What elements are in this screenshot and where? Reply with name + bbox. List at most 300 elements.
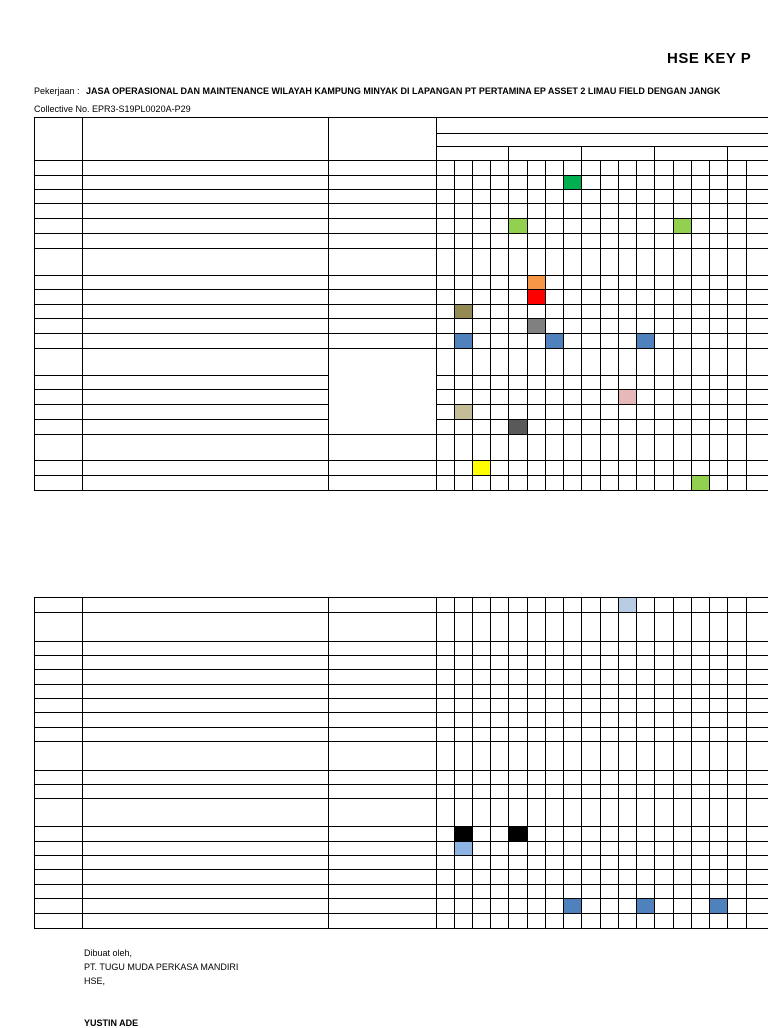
pekerjaan-value: JASA OPERASIONAL DAN MAINTENANCE WILAYAH KAMPUNG MINYAK DI LAPANGAN PT PERTAMINA EP ASSET 2 LIMAU FIELD DENGAN JANGK — [86, 86, 721, 96]
zero-count-cell — [673, 641, 691, 655]
row-schedule — [328, 712, 436, 727]
zero-count-cell — [527, 684, 545, 698]
zero-count-cell — [727, 655, 746, 669]
zero-count-cell — [709, 669, 727, 684]
row-schedule — [328, 434, 436, 460]
row-program — [82, 389, 328, 404]
row-schedule — [328, 218, 436, 233]
grid-line — [34, 597, 35, 929]
zero-count-cell — [636, 669, 654, 684]
row-program — [82, 275, 328, 289]
zero-count-cell — [563, 655, 581, 669]
row-program — [82, 318, 328, 333]
row-schedule — [328, 161, 436, 175]
row-schedule — [328, 684, 436, 698]
row-schedule — [328, 698, 436, 712]
row-schedule — [328, 304, 436, 318]
zero-count-cell — [673, 727, 691, 741]
zero-count-cell — [581, 727, 600, 741]
row-no — [34, 597, 82, 612]
row-program — [82, 475, 328, 490]
schedule-fill-cell — [509, 219, 527, 233]
header-week — [545, 161, 563, 175]
grid-line — [34, 275, 768, 276]
schedule-fill-cell — [455, 842, 472, 855]
header-week — [691, 161, 709, 175]
grid-line — [436, 146, 768, 147]
grid-line — [600, 161, 601, 491]
zero-count-cell — [600, 641, 618, 655]
grid-line — [34, 612, 768, 613]
schedule-fill-cell — [637, 899, 654, 913]
row-program — [82, 189, 328, 203]
header-week — [454, 161, 472, 175]
zero-count-cell — [508, 655, 527, 669]
row-program — [82, 669, 328, 684]
safe-hours-cell — [691, 913, 709, 928]
row-program — [82, 434, 328, 460]
row-no — [34, 913, 82, 928]
header-week — [472, 161, 490, 175]
zero-count-cell — [490, 698, 508, 712]
merged-schedule-site-project — [336, 390, 428, 430]
zero-count-cell — [654, 684, 673, 698]
header-week — [581, 161, 600, 175]
grid-line — [34, 727, 768, 728]
grid-line — [34, 597, 768, 598]
zero-count-cell — [636, 698, 654, 712]
zero-count-cell — [618, 727, 636, 741]
grid-line — [34, 770, 768, 771]
row-no — [34, 404, 82, 419]
grid-line — [34, 389, 329, 390]
zero-count-cell — [636, 727, 654, 741]
header-month-0 — [436, 147, 508, 160]
zero-count-cell — [727, 641, 746, 655]
grid-line — [600, 597, 601, 929]
zero-count-cell — [454, 712, 472, 727]
row-schedule — [328, 898, 436, 913]
grid-line — [472, 597, 473, 929]
grid-line — [436, 133, 768, 134]
schedule-fill-cell — [528, 276, 545, 289]
grid-line — [636, 597, 637, 929]
zero-count-cell — [545, 698, 563, 712]
row-program — [82, 741, 328, 770]
zero-count-cell — [508, 669, 527, 684]
zero-count-cell — [654, 727, 673, 741]
row-program — [82, 248, 328, 275]
row-program — [82, 289, 328, 304]
header-week — [618, 161, 636, 175]
zero-count-cell — [673, 712, 691, 727]
grid-line — [508, 161, 509, 491]
header-week — [636, 161, 654, 175]
schedule-fill-cell — [674, 219, 691, 233]
safe-hours-cell — [600, 913, 618, 928]
pekerjaan-label: Pekerjaan : — [34, 86, 80, 96]
safe-hours-cell — [563, 913, 581, 928]
grid-line — [34, 289, 768, 290]
row-schedule — [328, 655, 436, 669]
grid-line — [654, 147, 655, 161]
header-month-2 — [581, 147, 654, 160]
grid-line — [709, 161, 710, 491]
zero-count-cell — [673, 698, 691, 712]
zero-count-cell — [727, 698, 746, 712]
grid-line — [34, 375, 329, 376]
row-schedule — [328, 798, 436, 826]
header-week — [654, 161, 673, 175]
zero-count-cell — [508, 712, 527, 727]
row-no — [34, 841, 82, 855]
zero-count-cell — [618, 698, 636, 712]
schedule-fill-cell — [564, 899, 581, 913]
collective-number: Collective No. EPR3-S19PL0020A-P29 — [34, 104, 191, 114]
zero-count-cell — [709, 655, 727, 669]
zero-count-cell — [472, 684, 490, 698]
grid-line — [34, 318, 768, 319]
row-no — [34, 798, 82, 826]
row-schedule — [328, 248, 436, 275]
schedule-fill-cell — [637, 334, 654, 348]
grid-line — [34, 333, 768, 334]
footer-name: YUSTIN ADE — [84, 1018, 139, 1028]
grid-line — [436, 117, 437, 491]
grid-line — [34, 460, 768, 461]
header-week — [600, 161, 618, 175]
header-schedule — [328, 117, 436, 160]
row-schedule — [328, 318, 436, 333]
zero-count-cell — [654, 712, 673, 727]
row-schedule — [328, 727, 436, 741]
zero-count-cell — [618, 712, 636, 727]
zero-count-cell — [709, 641, 727, 655]
row-no — [34, 375, 82, 389]
zero-count-cell — [600, 712, 618, 727]
row-no — [34, 218, 82, 233]
row-no — [34, 460, 82, 475]
row-no — [34, 826, 82, 841]
row-schedule — [328, 841, 436, 855]
row-schedule — [328, 275, 436, 289]
grid-line — [82, 117, 83, 491]
zero-count-cell — [472, 712, 490, 727]
grid-line — [34, 712, 768, 713]
header-week — [490, 161, 508, 175]
schedule-fill-cell — [455, 405, 472, 419]
grid-line — [34, 898, 768, 899]
zero-count-cell — [727, 712, 746, 727]
schedule-fill-cell — [455, 334, 472, 348]
schedule-fill-cell — [619, 390, 636, 404]
header-week — [436, 161, 454, 175]
zero-count-cell — [636, 655, 654, 669]
schedule-fill-cell — [455, 827, 472, 841]
header-month-3 — [654, 147, 727, 160]
zero-count-cell — [490, 684, 508, 698]
header-year — [436, 133, 768, 146]
zero-count-cell — [691, 698, 709, 712]
zero-count-cell — [727, 684, 746, 698]
schedule-fill-cell — [455, 305, 472, 318]
grid-line — [618, 161, 619, 491]
zero-count-cell — [563, 698, 581, 712]
zero-count-cell — [709, 712, 727, 727]
grid-line — [34, 741, 768, 742]
grid-line — [691, 597, 692, 929]
zero-count-cell — [691, 727, 709, 741]
zero-count-cell — [508, 727, 527, 741]
grid-line — [746, 161, 747, 491]
safe-hours-cell — [727, 913, 746, 928]
document-title: HSE KEY P — [667, 50, 752, 67]
row-program — [82, 304, 328, 318]
safe-hours-cell — [709, 913, 727, 928]
row-no — [34, 233, 82, 248]
zero-count-cell — [490, 655, 508, 669]
safe-hours-cell — [490, 913, 508, 928]
row-program — [82, 784, 328, 798]
safe-hours-cell — [472, 913, 490, 928]
schedule-fill-cell — [509, 420, 527, 434]
row-program — [82, 770, 328, 784]
grid-line — [691, 161, 692, 491]
row-schedule — [328, 770, 436, 784]
grid-line — [454, 597, 455, 929]
grid-line — [34, 404, 329, 405]
row-no — [34, 248, 82, 275]
grid-line — [34, 475, 768, 476]
safe-hours-cell — [436, 913, 454, 928]
grid-line — [34, 203, 768, 204]
zero-count-cell — [581, 712, 600, 727]
zero-count-cell — [636, 641, 654, 655]
grid-line — [34, 189, 768, 190]
zero-count-cell — [709, 727, 727, 741]
schedule-fill-cell — [564, 176, 581, 189]
grid-line — [34, 855, 768, 856]
row-schedule — [328, 460, 436, 475]
schedule-fill-cell — [528, 319, 545, 333]
grid-line — [581, 597, 582, 929]
grid-line — [34, 655, 768, 656]
zero-count-cell — [472, 727, 490, 741]
zero-count-cell — [490, 712, 508, 727]
row-program — [82, 898, 328, 913]
grid-line — [472, 161, 473, 491]
row-program — [82, 712, 328, 727]
grid-line — [581, 161, 582, 491]
row-program — [82, 348, 328, 375]
schedule-fill-cell — [692, 476, 709, 490]
row-schedule — [328, 784, 436, 798]
row-no — [34, 741, 82, 770]
zero-count-cell — [545, 684, 563, 698]
zero-count-cell — [508, 698, 527, 712]
grid-line — [34, 490, 768, 491]
grid-line — [34, 434, 768, 435]
row-no — [34, 770, 82, 784]
row-no — [34, 727, 82, 741]
zero-count-cell — [727, 669, 746, 684]
row-no — [34, 855, 82, 869]
zero-count-cell — [527, 698, 545, 712]
zero-count-cell — [436, 698, 454, 712]
zero-count-cell — [600, 727, 618, 741]
row-program — [82, 460, 328, 475]
zero-count-cell — [545, 712, 563, 727]
zero-count-cell — [436, 669, 454, 684]
zero-count-cell — [636, 712, 654, 727]
grid-line — [727, 161, 728, 491]
zero-count-cell — [691, 655, 709, 669]
header-week — [563, 161, 581, 175]
safe-hours-cell — [581, 913, 600, 928]
schedule-fill-cell — [528, 290, 545, 304]
header-week — [527, 161, 545, 175]
zero-count-cell — [618, 684, 636, 698]
row-program — [82, 641, 328, 655]
row-no — [34, 698, 82, 712]
zero-count-cell — [508, 641, 527, 655]
grid-line — [709, 597, 710, 929]
zero-count-cell — [581, 698, 600, 712]
row-program — [82, 161, 328, 175]
row-no — [34, 884, 82, 898]
row-schedule — [328, 348, 436, 375]
footer-line1: Dibuat oleh, — [84, 948, 133, 958]
schedule-fill-cell — [509, 827, 527, 841]
grid-line — [34, 348, 768, 349]
row-schedule — [328, 233, 436, 248]
grid-line — [508, 597, 509, 929]
grid-line — [328, 597, 329, 929]
grid-line — [328, 117, 329, 491]
zero-count-cell — [654, 669, 673, 684]
row-program — [82, 597, 328, 612]
grid-line — [34, 784, 768, 785]
zero-count-cell — [727, 727, 746, 741]
schedule-fill-cell — [473, 461, 490, 475]
grid-line — [34, 160, 437, 161]
row-schedule — [328, 333, 436, 348]
grid-line — [34, 826, 768, 827]
zero-count-cell — [490, 727, 508, 741]
header-program — [82, 117, 328, 160]
row-program — [82, 869, 328, 884]
row-program — [82, 203, 328, 218]
grid-line — [34, 669, 768, 670]
grid-line — [34, 684, 768, 685]
grid-line — [34, 233, 768, 234]
grid-line — [436, 404, 768, 405]
row-no — [34, 275, 82, 289]
row-program — [82, 913, 328, 928]
zero-count-cell — [691, 684, 709, 698]
zero-count-cell — [654, 655, 673, 669]
zero-count-cell — [618, 641, 636, 655]
zero-count-cell — [618, 655, 636, 669]
grid-line — [34, 841, 768, 842]
row-no — [34, 419, 82, 434]
header-week — [727, 161, 746, 175]
row-no — [34, 389, 82, 404]
row-schedule — [328, 189, 436, 203]
row-program — [82, 727, 328, 741]
safe-hours-cell — [545, 913, 563, 928]
row-schedule — [328, 475, 436, 490]
row-no — [34, 612, 82, 641]
zero-count-cell — [454, 684, 472, 698]
zero-count-cell — [436, 684, 454, 698]
zero-count-cell — [545, 727, 563, 741]
zero-count-cell — [581, 641, 600, 655]
row-schedule — [328, 289, 436, 304]
zero-count-cell — [545, 669, 563, 684]
row-program — [82, 684, 328, 698]
row-schedule — [328, 826, 436, 841]
row-schedule — [328, 869, 436, 884]
zero-count-cell — [673, 655, 691, 669]
row-no — [34, 669, 82, 684]
row-program — [82, 375, 328, 389]
zero-count-cell — [636, 684, 654, 698]
grid-line — [34, 641, 768, 642]
grid-line — [527, 161, 528, 491]
zero-count-cell — [490, 641, 508, 655]
row-no — [34, 304, 82, 318]
grid-line — [34, 117, 768, 118]
zero-count-cell — [454, 641, 472, 655]
zero-count-cell — [436, 727, 454, 741]
zero-count-cell — [454, 727, 472, 741]
zero-count-cell — [673, 669, 691, 684]
grid-line — [654, 161, 655, 491]
zero-count-cell — [527, 669, 545, 684]
grid-line — [727, 597, 728, 929]
zero-count-cell — [563, 641, 581, 655]
zero-count-cell — [618, 669, 636, 684]
row-no — [34, 189, 82, 203]
row-schedule — [328, 641, 436, 655]
row-no — [34, 784, 82, 798]
zero-count-cell — [545, 641, 563, 655]
header-week — [709, 161, 727, 175]
row-program — [82, 855, 328, 869]
zero-count-cell — [508, 684, 527, 698]
zero-count-cell — [600, 684, 618, 698]
row-schedule — [328, 597, 436, 612]
row-program — [82, 175, 328, 189]
grid-line — [527, 597, 528, 929]
grid-line — [727, 147, 728, 161]
zero-count-cell — [472, 669, 490, 684]
grid-line — [34, 248, 768, 249]
row-schedule — [328, 884, 436, 898]
grid-line — [82, 597, 83, 929]
grid-line — [436, 597, 437, 929]
zero-count-cell — [600, 655, 618, 669]
grid-line — [636, 161, 637, 491]
row-program — [82, 218, 328, 233]
safe-hours-cell — [618, 913, 636, 928]
grid-line — [454, 161, 455, 491]
grid-line — [563, 597, 564, 929]
grid-line — [34, 218, 768, 219]
zero-count-cell — [454, 655, 472, 669]
row-no — [34, 333, 82, 348]
